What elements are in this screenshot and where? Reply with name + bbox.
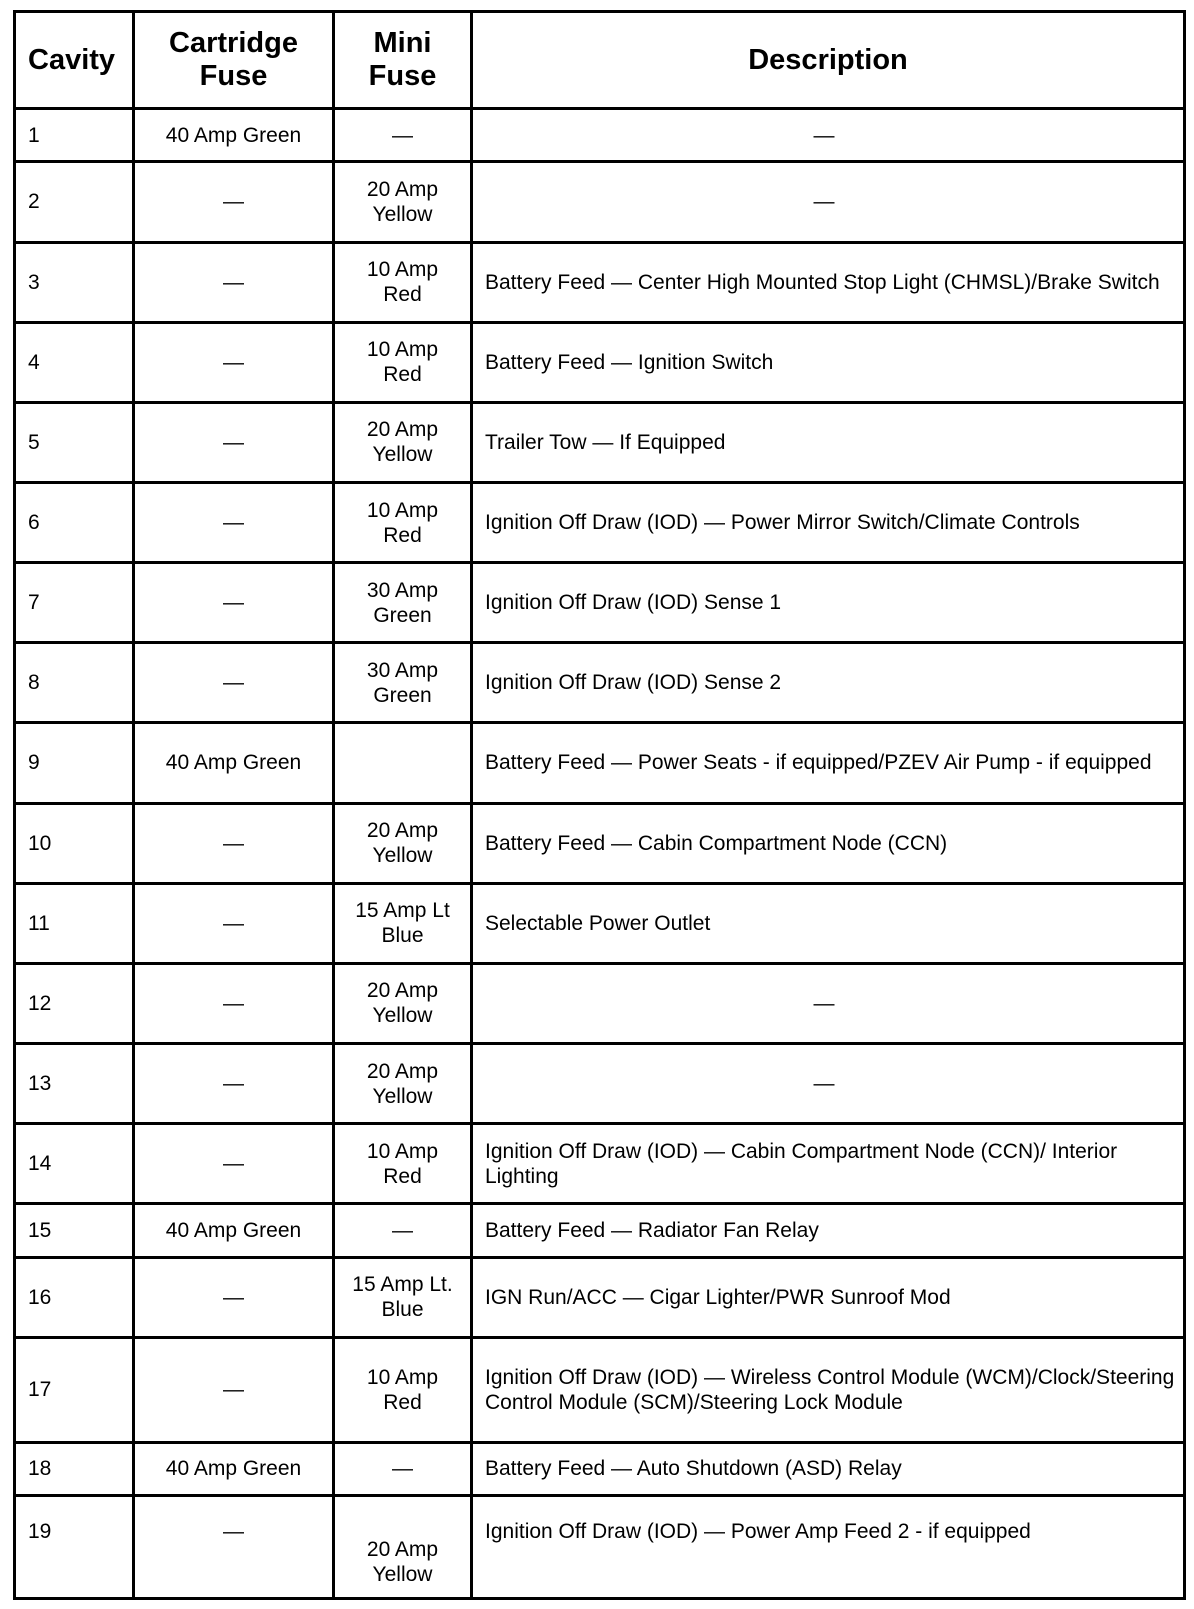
cavity-cell: 6 — [15, 482, 134, 562]
table-row — [15, 803, 1185, 883]
description-cell: Battery Feed — Center High Mounted Stop Light (CHMSL)/Brake Switch — [472, 242, 1185, 322]
table-row — [15, 482, 1185, 562]
description-cell: Ignition Off Draw (IOD) — Cabin Compartment Node (CCN)/ Interior Lighting — [472, 1124, 1185, 1204]
fuse-table-body — [15, 109, 1185, 1599]
description-cell: Ignition Off Draw (IOD) Sense 2 — [472, 643, 1185, 723]
description-cell: Ignition Off Draw (IOD) — Power Amp Feed 2 - if equipped — [472, 1496, 1185, 1599]
description-cell: IGN Run/ACC — Cigar Lighter/PWR Sunroof Mod — [472, 1257, 1185, 1337]
cavity-cell: 17 — [15, 1337, 134, 1442]
table-row — [15, 1124, 1185, 1204]
table-row — [15, 109, 1185, 162]
cartridge-fuse-cell: — — [134, 1496, 334, 1599]
cartridge-fuse-cell: — — [134, 402, 334, 482]
mini-fuse-cell: 10 Amp Red — [334, 1337, 472, 1442]
mini-fuse-cell: 15 Amp Lt Blue — [334, 883, 472, 963]
cartridge-fuse-cell: 40 Amp Green — [134, 723, 334, 803]
mini-fuse-cell: — — [334, 1442, 472, 1495]
table-row — [15, 162, 1185, 242]
cavity-cell: 13 — [15, 1043, 134, 1123]
description-cell: Ignition Off Draw (IOD) Sense 1 — [472, 563, 1185, 643]
cartridge-fuse-cell: — — [134, 803, 334, 883]
description-cell: — — [472, 963, 1185, 1043]
description-cell: — — [472, 1043, 1185, 1123]
table-row — [15, 1257, 1185, 1337]
cavity-cell: 14 — [15, 1124, 134, 1204]
cavity-cell: 11 — [15, 883, 134, 963]
cavity-cell: 2 — [15, 162, 134, 242]
cartridge-fuse-cell: — — [134, 1043, 334, 1123]
mini-fuse-cell: 20 Amp Yellow — [334, 803, 472, 883]
cartridge-fuse-cell: — — [134, 563, 334, 643]
cavity-cell: 18 — [15, 1442, 134, 1495]
table-row — [15, 963, 1185, 1043]
header-cartridge-fuse: Cartridge Fuse — [134, 12, 334, 109]
description-cell: Battery Feed — Radiator Fan Relay — [472, 1204, 1185, 1257]
cavity-cell: 19 — [15, 1496, 134, 1599]
mini-fuse-cell: — — [334, 109, 472, 162]
cavity-cell: 12 — [15, 963, 134, 1043]
table-row — [15, 1442, 1185, 1495]
mini-fuse-cell: 10 Amp Red — [334, 322, 472, 402]
cartridge-fuse-cell: — — [134, 482, 334, 562]
header-mini-fuse: Mini Fuse — [334, 12, 472, 109]
cavity-cell: 4 — [15, 322, 134, 402]
mini-fuse-cell: — — [334, 1204, 472, 1257]
cartridge-fuse-cell: — — [134, 242, 334, 322]
cartridge-fuse-cell: — — [134, 643, 334, 723]
description-cell: — — [472, 162, 1185, 242]
cartridge-fuse-cell: — — [134, 162, 334, 242]
cartridge-fuse-cell: — — [134, 1124, 334, 1204]
mini-fuse-cell: 30 Amp Green — [334, 643, 472, 723]
mini-fuse-cell — [334, 723, 472, 803]
description-cell: Battery Feed — Auto Shutdown (ASD) Relay — [472, 1442, 1185, 1495]
cartridge-fuse-cell: 40 Amp Green — [134, 1204, 334, 1257]
mini-fuse-cell: 10 Amp Red — [334, 1124, 472, 1204]
cartridge-fuse-cell: — — [134, 963, 334, 1043]
description-cell: Selectable Power Outlet — [472, 883, 1185, 963]
description-cell: — — [472, 109, 1185, 162]
description-cell: Ignition Off Draw (IOD) — Power Mirror Switch/Climate Controls — [472, 482, 1185, 562]
description-cell: Ignition Off Draw (IOD) — Wireless Control Module (WCM)/Clock/Steering Control Module (SCM)/Steering Lock Module — [472, 1337, 1185, 1442]
cavity-cell: 5 — [15, 402, 134, 482]
mini-fuse-cell: 20 Amp Yellow — [334, 1043, 472, 1123]
table-row — [15, 242, 1185, 322]
table-row — [15, 402, 1185, 482]
cavity-cell: 9 — [15, 723, 134, 803]
description-cell: Battery Feed — Power Seats - if equipped/PZEV Air Pump - if equipped — [472, 723, 1185, 803]
table-row — [15, 1204, 1185, 1257]
mini-fuse-cell: 10 Amp Red — [334, 482, 472, 562]
cavity-cell: 10 — [15, 803, 134, 883]
cartridge-fuse-cell: 40 Amp Green — [134, 1442, 334, 1495]
cavity-cell: 8 — [15, 643, 134, 723]
cartridge-fuse-cell: — — [134, 322, 334, 402]
cavity-cell: 15 — [15, 1204, 134, 1257]
header-cavity: Cavity — [15, 12, 134, 109]
header-row — [15, 12, 1185, 109]
cartridge-fuse-cell: 40 Amp Green — [134, 109, 334, 162]
description-cell: Trailer Tow — If Equipped — [472, 402, 1185, 482]
cartridge-fuse-cell: — — [134, 1257, 334, 1337]
description-cell: Battery Feed — Ignition Switch — [472, 322, 1185, 402]
table-row — [15, 723, 1185, 803]
mini-fuse-cell: 20 Amp Yellow — [334, 963, 472, 1043]
cavity-cell: 7 — [15, 563, 134, 643]
table-row — [15, 322, 1185, 402]
fuse-table — [13, 10, 1186, 1600]
cavity-cell: 16 — [15, 1257, 134, 1337]
header-description: Description — [472, 12, 1185, 109]
mini-fuse-cell: 20 Amp Yellow — [334, 162, 472, 242]
cartridge-fuse-cell: — — [134, 1337, 334, 1442]
table-row — [15, 883, 1185, 963]
cavity-cell: 3 — [15, 242, 134, 322]
table-row — [15, 1043, 1185, 1123]
mini-fuse-cell: 10 Amp Red — [334, 242, 472, 322]
table-row — [15, 643, 1185, 723]
table-row — [15, 1496, 1185, 1599]
table-row — [15, 563, 1185, 643]
mini-fuse-cell: 20 Amp Yellow — [334, 402, 472, 482]
cavity-cell: 1 — [15, 109, 134, 162]
mini-fuse-cell: 20 Amp Yellow — [334, 1496, 472, 1599]
description-cell: Battery Feed — Cabin Compartment Node (CCN) — [472, 803, 1185, 883]
mini-fuse-cell: 15 Amp Lt. Blue — [334, 1257, 472, 1337]
cartridge-fuse-cell: — — [134, 883, 334, 963]
mini-fuse-cell: 30 Amp Green — [334, 563, 472, 643]
table-row — [15, 1337, 1185, 1442]
